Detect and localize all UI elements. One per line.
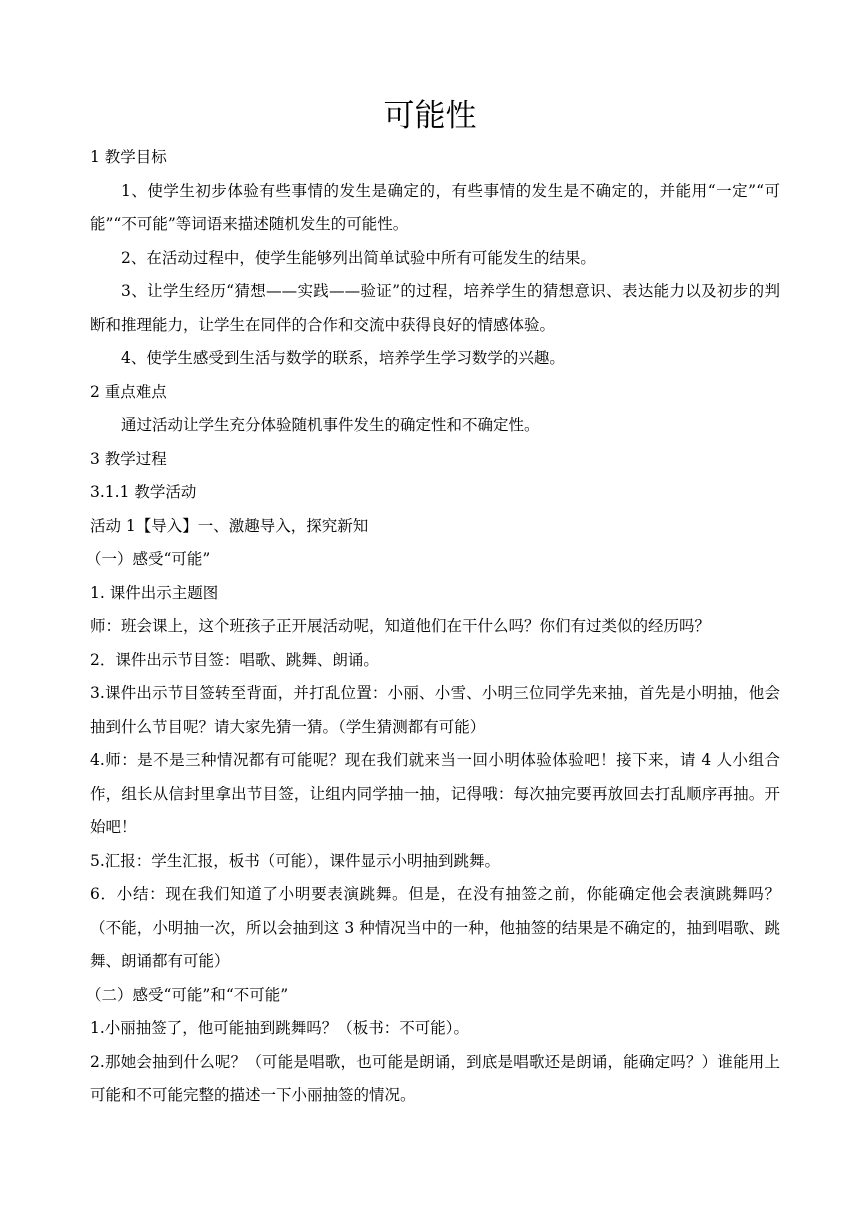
teacher-question: 师：班会课上，这个班孩子正开展活动呢，知道他们在干什么吗？你们有过类似的经历吗？ (90, 617, 711, 635)
part-two-step-1: 1.小丽抽签了，他可能抽到跳舞吗？（板书：不可能）。 (90, 1019, 470, 1037)
document-title: 可能性 (383, 98, 477, 134)
process-step-2: 2．课件出示节目签：唱歌、跳舞、朗诵。 (90, 650, 379, 669)
part-two-step-2: 2.那她会抽到什么呢？（可能是唱歌，也可能是朗诵，到底是唱歌还是朗诵，能确定吗？）谁能用上可能和不可能完整的描述一下小丽抽签的情况。 (90, 1052, 780, 1104)
objective-paragraph-3: 3、让学生经历“猜想——实践——验证”的过程，培养学生的猜想意识、表达能力以及初步的判断和推理能力，让学生在同伴的合作和交流中获得良好的情感体验。 (90, 282, 780, 334)
process-step-3: 3.课件出示节目签转至背面，并打乱位置：小丽、小雪、小明三位同学先来抽，首先是小明抽，他会抽到什么节目呢？请大家先猜一猜。（学生猜测都有可能） (90, 684, 780, 736)
section-heading-key-points: 2 重点难点 (90, 382, 167, 401)
process-step-5: 5.汇报：学生汇报，板书（可能），课件显示小明抽到跳舞。 (90, 851, 501, 870)
process-step-1: 1. 课件出示主题图 (90, 583, 219, 602)
part-heading-possible-impossible: （二）感受“可能”和“不可能” (86, 985, 289, 1004)
section-heading-process: 3 教学过程 (90, 449, 167, 468)
objective-paragraph-1: 1、使学生初步体验有些事情的发生是确定的，有些事情的发生是不确定的，并能用“一定”“可能”“不可能”等词语来描述随机发生的可能性。 (90, 181, 780, 233)
objective-paragraph-4: 4、使学生感受到生活与数学的联系，培养学生学习数学的兴趣。 (121, 349, 565, 367)
process-step-6: 6．小结：现在我们知道了小明要表演跳舞。但是，在没有抽签之前，你能确定他会表演跳舞吗？（不能，小明抽一次，所以会抽到这 3 种情况当中的一种，他抽签的结果是不确定的，抽到唱歌、跳舞、朗诵都有可能） (90, 885, 780, 970)
process-step-4: 4.师：是不是三种情况都有可能呢？现在我们就来当一回小明体验体验吧！接下来，请 4 人小组合作，组长从信封里拿出节目签，让组内同学抽一抽，记得哦：每次抽完要再放回去打乱顺序再抽。开始吧！ (90, 751, 780, 836)
objective-paragraph-2: 2、在活动过程中，使学生能够列出简单试验中所有可能发生的结果。 (121, 248, 596, 267)
key-points-paragraph: 通过活动让学生充分体验随机事件发生的确定性和不确定性。 (121, 416, 540, 434)
subsection-heading-activity: 3.1.1 教学活动 (90, 483, 197, 501)
activity-heading: 活动 1【导入】一、激趣导入，探究新知 (90, 516, 369, 535)
part-heading-possible: （一）感受“可能” (86, 550, 211, 568)
section-heading-objectives: 1 教学目标 (90, 148, 167, 166)
document-body (86, 141, 780, 1113)
